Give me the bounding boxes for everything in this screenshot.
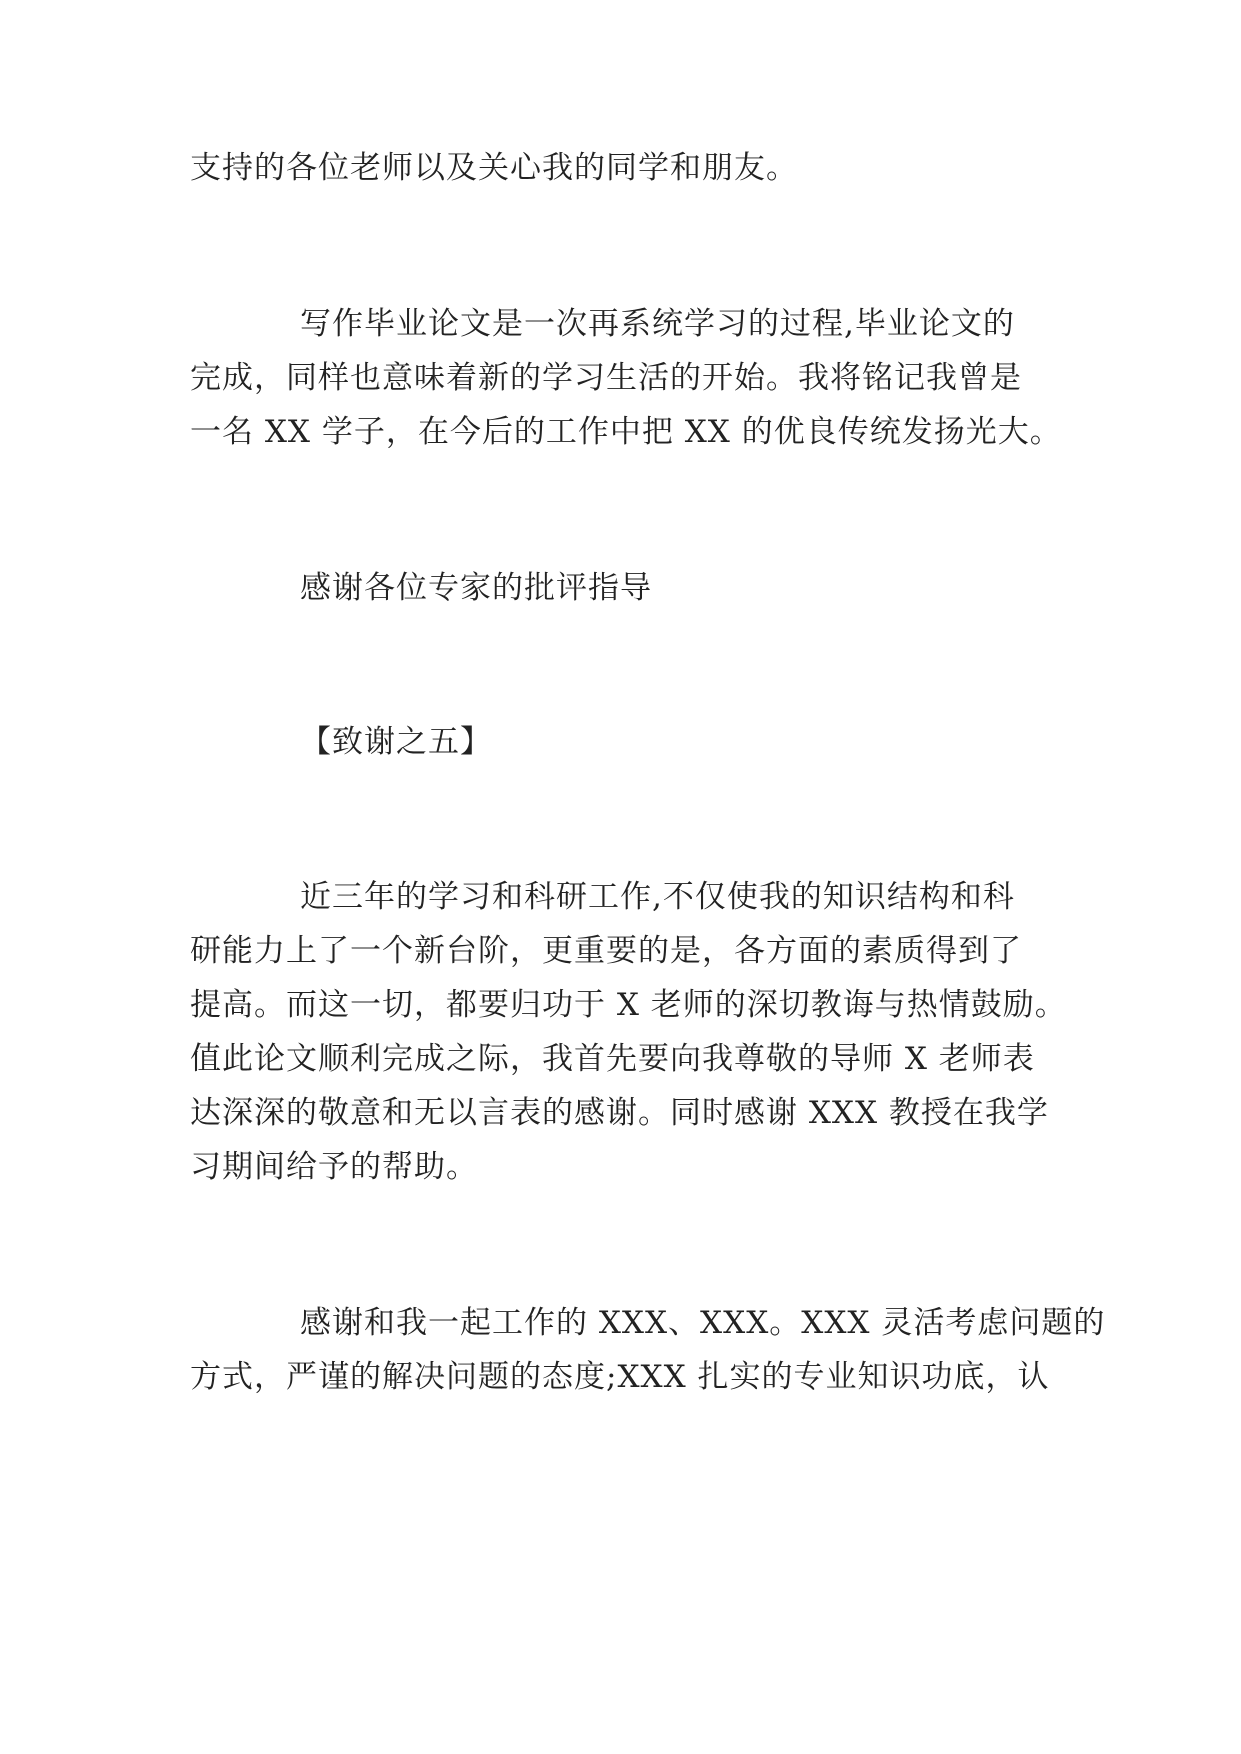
heading-acknowledgement-five: 【致谢之五】	[300, 724, 492, 760]
text-line: 习期间给予的帮助。	[190, 1149, 478, 1185]
text-line: 一名 XX 学子，在今后的工作中把 XX 的优良传统发扬光大。	[190, 414, 1062, 450]
text-line: 达深深的敬意和无以言表的感谢。同时感谢 XXX 教授在我学	[190, 1095, 1049, 1131]
text-line: 方式，严谨的解决问题的态度;XXX 扎实的专业知识功底，认	[190, 1359, 1050, 1395]
text-line: 感谢各位专家的批评指导	[300, 570, 652, 606]
text-line: 写作毕业论文是一次再系统学习的过程,毕业论文的	[300, 306, 1015, 342]
text-line: 研能力上了一个新台阶，更重要的是，各方面的素质得到了	[190, 933, 1022, 969]
text-line: 支持的各位老师以及关心我的同学和朋友。	[190, 150, 798, 186]
text-line: 提高。而这一切，都要归功于 X 老师的深切教诲与热情鼓励。	[190, 987, 1067, 1023]
text-line: 感谢和我一起工作的 XXX、XXX。XXX 灵活考虑问题的	[300, 1305, 1106, 1341]
text-line: 完成，同样也意味着新的学习生活的开始。我将铭记我曾是	[190, 360, 1022, 396]
text-line: 近三年的学习和科研工作,不仅使我的知识结构和科	[300, 879, 1015, 915]
text-line: 值此论文顺利完成之际，我首先要向我尊敬的导师 X 老师表	[190, 1041, 1035, 1077]
